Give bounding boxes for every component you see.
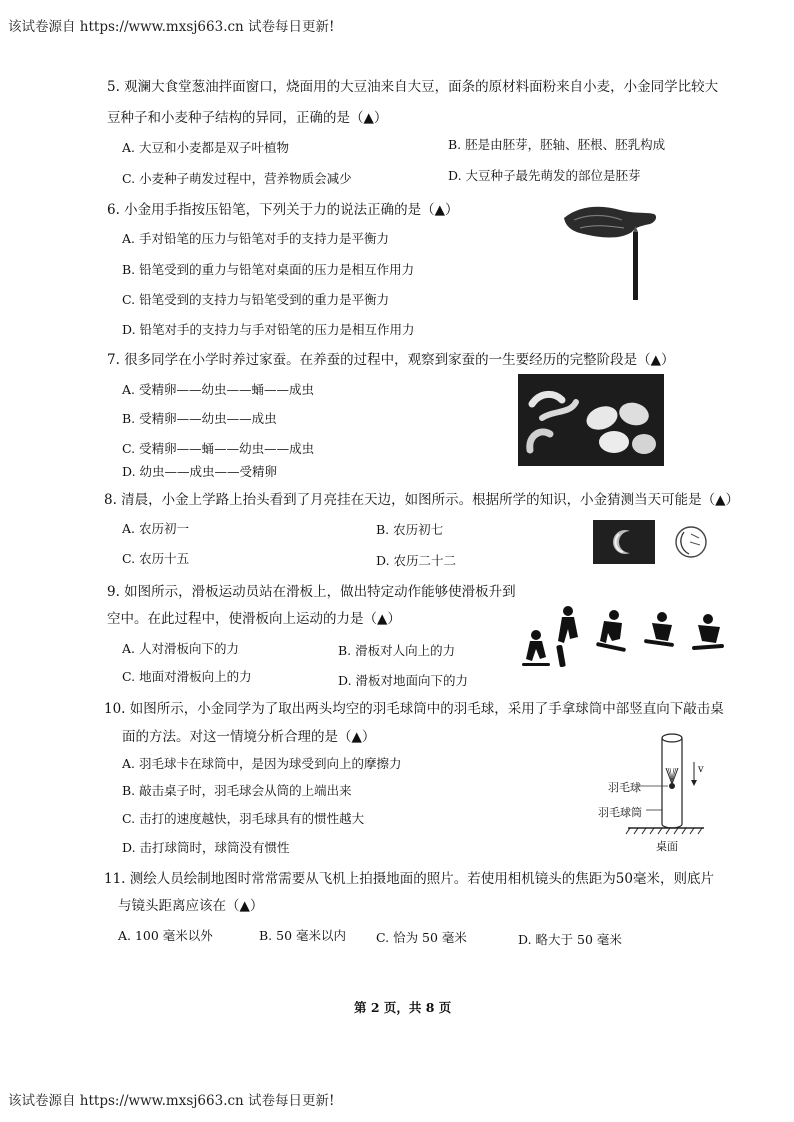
q10-stem-line2: 面的方法。对这一情境分析合理的是（▲） [122, 729, 376, 745]
q9-option-c: C. 地面对滑板向上的力 [122, 669, 252, 684]
q9-option-a: A. 人对滑板向下的力 [122, 641, 239, 656]
q5-option-c: C. 小麦种子萌发过程中，营养物质会减少 [122, 171, 352, 186]
page-number: 第 2 页，共 8 页 [354, 1000, 452, 1015]
q8-stem: 8. 清晨，小金上学路上抬头看到了月亮挂在天边，如图所示。根据所学的知识，小金猜测当天可能是（▲） [104, 492, 740, 508]
q8-option-b: B. 农历初七 [376, 522, 444, 537]
q9-option-d: D. 滑板对地面向下的力 [338, 673, 469, 688]
q7-option-c: C. 受精卵——蛹——幼虫——成虫 [122, 441, 315, 456]
q11-option-d: D. 略大于 50 毫米 [518, 932, 622, 947]
q7-option-a: A. 受精卵——幼虫——蛹——成虫 [122, 382, 314, 397]
skateboard-ollie-sequence [516, 603, 742, 673]
q11-stem-line1: 11. 测绘人员绘制地图时常常需要从飞机上拍摄地面的照片。若使用相机镜头的焦距为50毫米，则底片 [104, 871, 714, 887]
q11-stem-line2: 与镜头距离应该在（▲） [118, 898, 264, 914]
q6-stem: 6. 小金用手指按压铅笔，下列关于力的说法正确的是（▲） [107, 202, 459, 218]
q8-option-d: D. 农历二十二 [376, 553, 457, 568]
q11-option-b: B. 50 毫米以内 [259, 928, 347, 943]
q6-option-b: B. 铅笔受到的重力与铅笔对桌面的压力是相互作用力 [122, 262, 415, 277]
q5-option-b: B. 胚是由胚芽，胚轴、胚根、胚乳构成 [448, 137, 666, 152]
q9-option-b: B. 滑板对人向上的力 [338, 643, 456, 658]
q9-stem-line1: 9. 如图所示，滑板运动员站在滑板上，做出特定动作能够使滑板升到 [107, 584, 516, 600]
label-velocity: v [698, 764, 704, 775]
q10-stem-line1: 10. 如图所示，小金同学为了取出两头均空的羽毛球筒中的羽毛球，采用了手拿球筒中部竖直向下敲击桌 [104, 701, 724, 717]
page-header-note: 该试卷源自 https://www.mxsj663.cn 试卷每日更新! [8, 19, 335, 35]
q11-option-c: C. 恰为 50 毫米 [376, 930, 467, 945]
q8-option-a: A. 农历初一 [122, 521, 189, 536]
silkworm-lifecycle-photo [518, 374, 664, 466]
q7-stem: 7. 很多同学在小学时养过家蚕。在养蚕的过程中，观察到家蚕的一生要经历的完整阶段是（▲） [107, 352, 675, 368]
moon-photo-figure [593, 518, 715, 568]
label-table-surface: 桌面 [656, 840, 678, 853]
q6-option-d: D. 铅笔对手的支持力与手对铅笔的压力是相互作用力 [122, 322, 415, 337]
q5-stem-line2: 豆种子和小麦种子结构的异同，正确的是（▲） [107, 110, 388, 126]
q6-option-c: C. 铅笔受到的支持力与铅笔受到的重力是平衡力 [122, 292, 390, 307]
q10-option-c: C. 击打的速度越快，羽毛球具有的惯性越大 [122, 811, 365, 826]
page-footer-note: 该试卷源自 https://www.mxsj663.cn 试卷每日更新! [8, 1093, 335, 1109]
q5-stem-line1: 5. 观澜大食堂葱油拌面窗口，烧面用的大豆油来自大豆，面条的原材料面粉来自小麦，小金同学比较大 [107, 79, 719, 95]
q8-option-c: C. 农历十五 [122, 551, 190, 566]
q11-option-a: A. 100 毫米以外 [118, 928, 213, 943]
q10-option-a: A. 羽毛球卡在球筒中，是因为球受到向上的摩擦力 [122, 756, 402, 771]
label-shuttlecock: 羽毛球 [608, 781, 641, 794]
q7-option-d: D. 幼虫——成虫——受精卵 [122, 464, 278, 479]
q7-option-b: B. 受精卵——幼虫——成虫 [122, 411, 277, 426]
q5-option-a: A. 大豆和小麦都是双子叶植物 [122, 140, 289, 155]
q10-option-b: B. 敲击桌子时，羽毛球会从筒的上端出来 [122, 783, 352, 798]
hand-pencil-figure [560, 198, 670, 308]
q9-stem-line2: 空中。在此过程中，使滑板向上运动的力是（▲） [107, 611, 401, 627]
q10-option-d: D. 击打球筒时，球筒没有惯性 [122, 840, 290, 855]
label-shuttlecock-tube: 羽毛球筒 [598, 806, 642, 819]
q6-option-a: A. 手对铅笔的压力与铅笔对手的支持力是平衡力 [122, 231, 389, 246]
q5-option-d: D. 大豆种子最先萌发的部位是胚芽 [448, 168, 641, 183]
